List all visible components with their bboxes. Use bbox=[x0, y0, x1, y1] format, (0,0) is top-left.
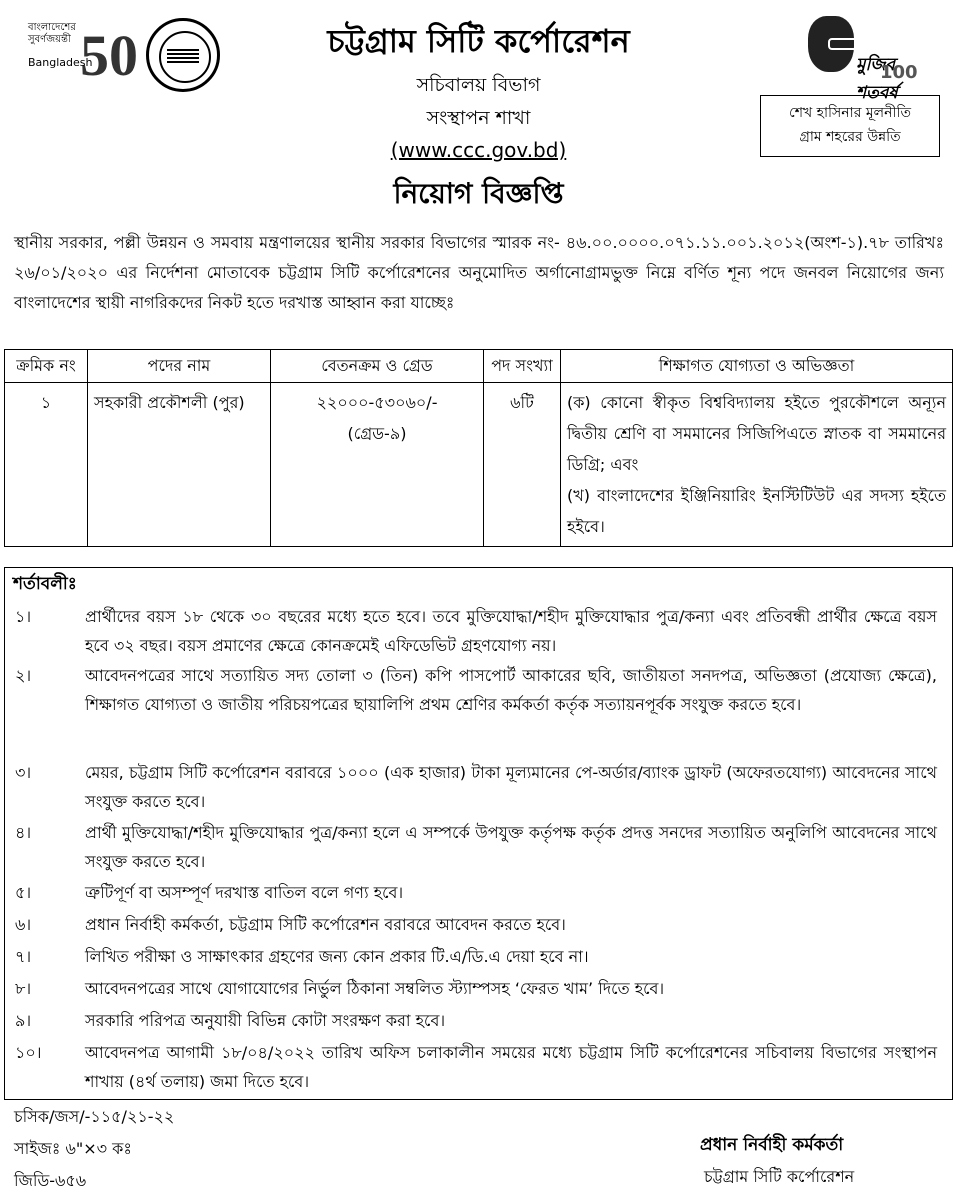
condition-number: ৩। bbox=[15, 763, 32, 782]
slogan-line-1: শেখ হাসিনার মূলনীতি bbox=[789, 105, 911, 121]
ad-size: সাইজঃ ৬"×৩ কঃ bbox=[14, 1139, 132, 1158]
condition-number: ৪। bbox=[15, 823, 32, 842]
condition-text: প্রার্থীদের বয়স ১৮ থেকে ৩০ বছরের মধ্যে হতে হবে। তবে মুক্তিযোদ্ধা/শহীদ মুক্তিযোদ্ধার পুত্র/কন্যা এবং প্রতিবন্ধী প্রার্থীর ক্ষেত্রে বয়স হবে ৩২ বছর। বয়স প্রমাণের ক্ষেত্রে কোনক্রমেই এফিডেভিট গ্রহণযোগ্য নয়। bbox=[85, 607, 937, 655]
condition-text: ত্রুটিপূর্ণ বা অসম্পূর্ণ দরখাস্ত বাতিল বলে গণ্য হবে। bbox=[85, 883, 404, 902]
table-header-row bbox=[5, 350, 953, 383]
table-row bbox=[5, 383, 953, 547]
slogan-line-2: গ্রাম শহরের উন্নতি bbox=[799, 129, 901, 145]
cell-count: ৬টি bbox=[484, 383, 561, 547]
condition-text: আবেদনপত্রের সাথে সত্যায়িত সদ্য তোলা ৩ (তিন) কপি পাসপোর্ট আকারের ছবি, জাতীয়তা সনদপত্র, অভিজ্ঞতা (প্রযোজ্য ক্ষেত্রে), শিক্ষাগত যোগ্যতা ও জাতীয় পরিচয়পত্রের ছায়ালিপি প্রথম শ্রেণির কর্মকর্তা কর্তৃক সত্যায়নপূর্বক সংযুক্ত করতে হবে। bbox=[85, 666, 937, 714]
pay-scale: ২২০০০-৫৩০৬০/- bbox=[316, 393, 438, 412]
conditions-section bbox=[4, 567, 953, 1100]
col-pay: বেতনক্রম ও গ্রেড bbox=[271, 350, 484, 383]
jubilee-text: বাংলাদেশের সুবর্ণজয়ন্তী bbox=[28, 22, 76, 45]
mujib-number: 100 bbox=[880, 62, 918, 83]
signatory-org: চট্টগ্রাম সিটি কর্পোরেশন bbox=[704, 1167, 855, 1186]
portrait-icon bbox=[808, 16, 854, 72]
col-qualification: শিক্ষাগত যোগ্যতা ও অভিজ্ঞতা bbox=[561, 350, 953, 383]
condition-number: ১। bbox=[15, 607, 32, 626]
condition-text: সরকারি পরিপত্র অনুযায়ী বিভিন্ন কোটা সংরক্ষণ করা হবে। bbox=[85, 1011, 446, 1030]
mujib-text: মুজিব শতবর্ষ bbox=[856, 55, 898, 103]
condition-text: লিখিত পরীক্ষা ও সাক্ষাৎকার গ্রহণের জন্য কোন প্রকার টি.এ/ডি.এ দেয়া হবে না। bbox=[85, 947, 589, 966]
conditions-title: শর্তাবলীঃ bbox=[13, 574, 77, 594]
col-post: পদের নাম bbox=[88, 350, 271, 383]
memo-reference: চসিক/জস/-১১৫/২১-২২ bbox=[14, 1107, 175, 1126]
branch-name: সংস্থাপন শাখা bbox=[426, 107, 531, 129]
cell-qualification bbox=[561, 383, 953, 547]
condition-text: মেয়র, চট্টগ্রাম সিটি কর্পোরেশন বরাবরে ১০০০ (এক হাজার) টাকা মূল্যমানের পে-অর্ডার/ব্যাংক ড্রাফট (অফেরতযোগ্য) আবেদনের সাথে সংযুক্ত করতে হবে। bbox=[85, 763, 937, 811]
condition-number: ১০। bbox=[15, 1043, 42, 1062]
condition-text: প্রার্থী মুক্তিযোদ্ধা/শহীদ মুক্তিযোদ্ধার পুত্র/কন্যা হলে এ সম্পর্কে উপযুক্ত কর্তৃপক্ষ কর্তৃক প্রদত্ত সনদের সত্যায়িত অনুলিপি আবেদনের সাথে সংযুক্ত করতে হবে। bbox=[85, 823, 937, 871]
slogan-box bbox=[760, 95, 940, 157]
col-serial: ক্রমিক নং bbox=[5, 350, 88, 383]
condition-number: ৮। bbox=[15, 979, 32, 998]
jubilee-number: 50 bbox=[80, 23, 138, 88]
condition-number: ৯। bbox=[15, 1011, 32, 1030]
condition-text: আবেদনপত্র আগামী ১৮/০৪/২০২২ তারিখ অফিস চলাকালীন সময়ের মধ্যে চট্টগ্রাম সিটি কর্পোরেশনের সচিবালয় বিভাগের সংস্থাপন শাখায় (৪র্থ তলায়) জমা দিতে হবে। bbox=[85, 1043, 937, 1091]
condition-number: ৬। bbox=[15, 915, 32, 934]
condition-text: আবেদনপত্রের সাথে যোগাযোগের নির্ভুল ঠিকানা সম্বলিত স্ট্যাম্পসহ ‘ফেরত খাম’ দিতে হবে। bbox=[85, 979, 665, 998]
department-name: সচিবালয় বিভাগ bbox=[416, 74, 541, 96]
signatory-title: প্রধান নির্বাহী কর্মকর্তা bbox=[700, 1135, 844, 1155]
condition-number: ৫। bbox=[15, 883, 32, 902]
website-link[interactable]: (www.ccc.gov.bd) bbox=[390, 138, 567, 162]
condition-text: প্রধান নির্বাহী কর্মকর্তা, চট্টগ্রাম সিটি কর্পোরেশন বরাবরে আবেদন করতে হবে। bbox=[85, 915, 566, 934]
col-count: পদ সংখ্যা bbox=[484, 350, 561, 383]
qualification-b: (খ) বাংলাদেশের ইঞ্জিনিয়ারিং ইনস্টিটিউট এর সদস্য হইতে হইবে। bbox=[567, 486, 946, 536]
jubilee-country: Bangladesh bbox=[28, 56, 93, 69]
cell-pay bbox=[271, 383, 484, 547]
org-title: চট্টগ্রাম সিটি কর্পোরেশন bbox=[327, 22, 630, 60]
cell-post: সহকারী প্রকৌশলী (পুর) bbox=[88, 383, 271, 547]
mujib-centenary-logo bbox=[794, 14, 918, 103]
gd-number: জিডি-৬৫৬ bbox=[14, 1171, 87, 1190]
pay-grade: (গ্রেড-৯) bbox=[347, 424, 407, 443]
intro-paragraph: স্থানীয় সরকার, পল্লী উন্নয়ন ও সমবায় মন্ত্রণালয়ের স্থানীয় সরকার বিভাগের স্মারক নং- ৪৬.০০.০০০০.০৭১.১১.০০১.২০১২(অংশ-১).৭৮ তারিখঃ ২৬/০১/২০২০ এর নির্দেশনা মোতাবেক চট্টগ্রাম সিটি কর্পোরেশনের অনুমোদিত অর্গানোগ্রামভুক্ত নিম্নে বর্ণিত শূন্য পদে জনবল নিয়োগের জন্য বাংলাদেশের স্থায়ী নাগরিকদের নিকট হতে দরখাস্ত আহ্বান করা যাচ্ছেঃ bbox=[14, 233, 944, 312]
qualification-a: (ক) কোনো স্বীকৃত বিশ্ববিদ্যালয় হইতে পুরকৌশলে অন্যূন দ্বিতীয় শ্রেণি বা সমমানের সিজিপিএতে স্নাতক বা সমমানের ডিগ্রি; এবং bbox=[567, 393, 946, 474]
condition-number: ৭। bbox=[15, 947, 32, 966]
cell-serial: ১ bbox=[5, 383, 88, 547]
notice-heading: নিয়োগ বিজ্ঞপ্তি bbox=[393, 177, 564, 210]
condition-number: ২। bbox=[15, 666, 32, 685]
posts-table bbox=[4, 349, 953, 547]
